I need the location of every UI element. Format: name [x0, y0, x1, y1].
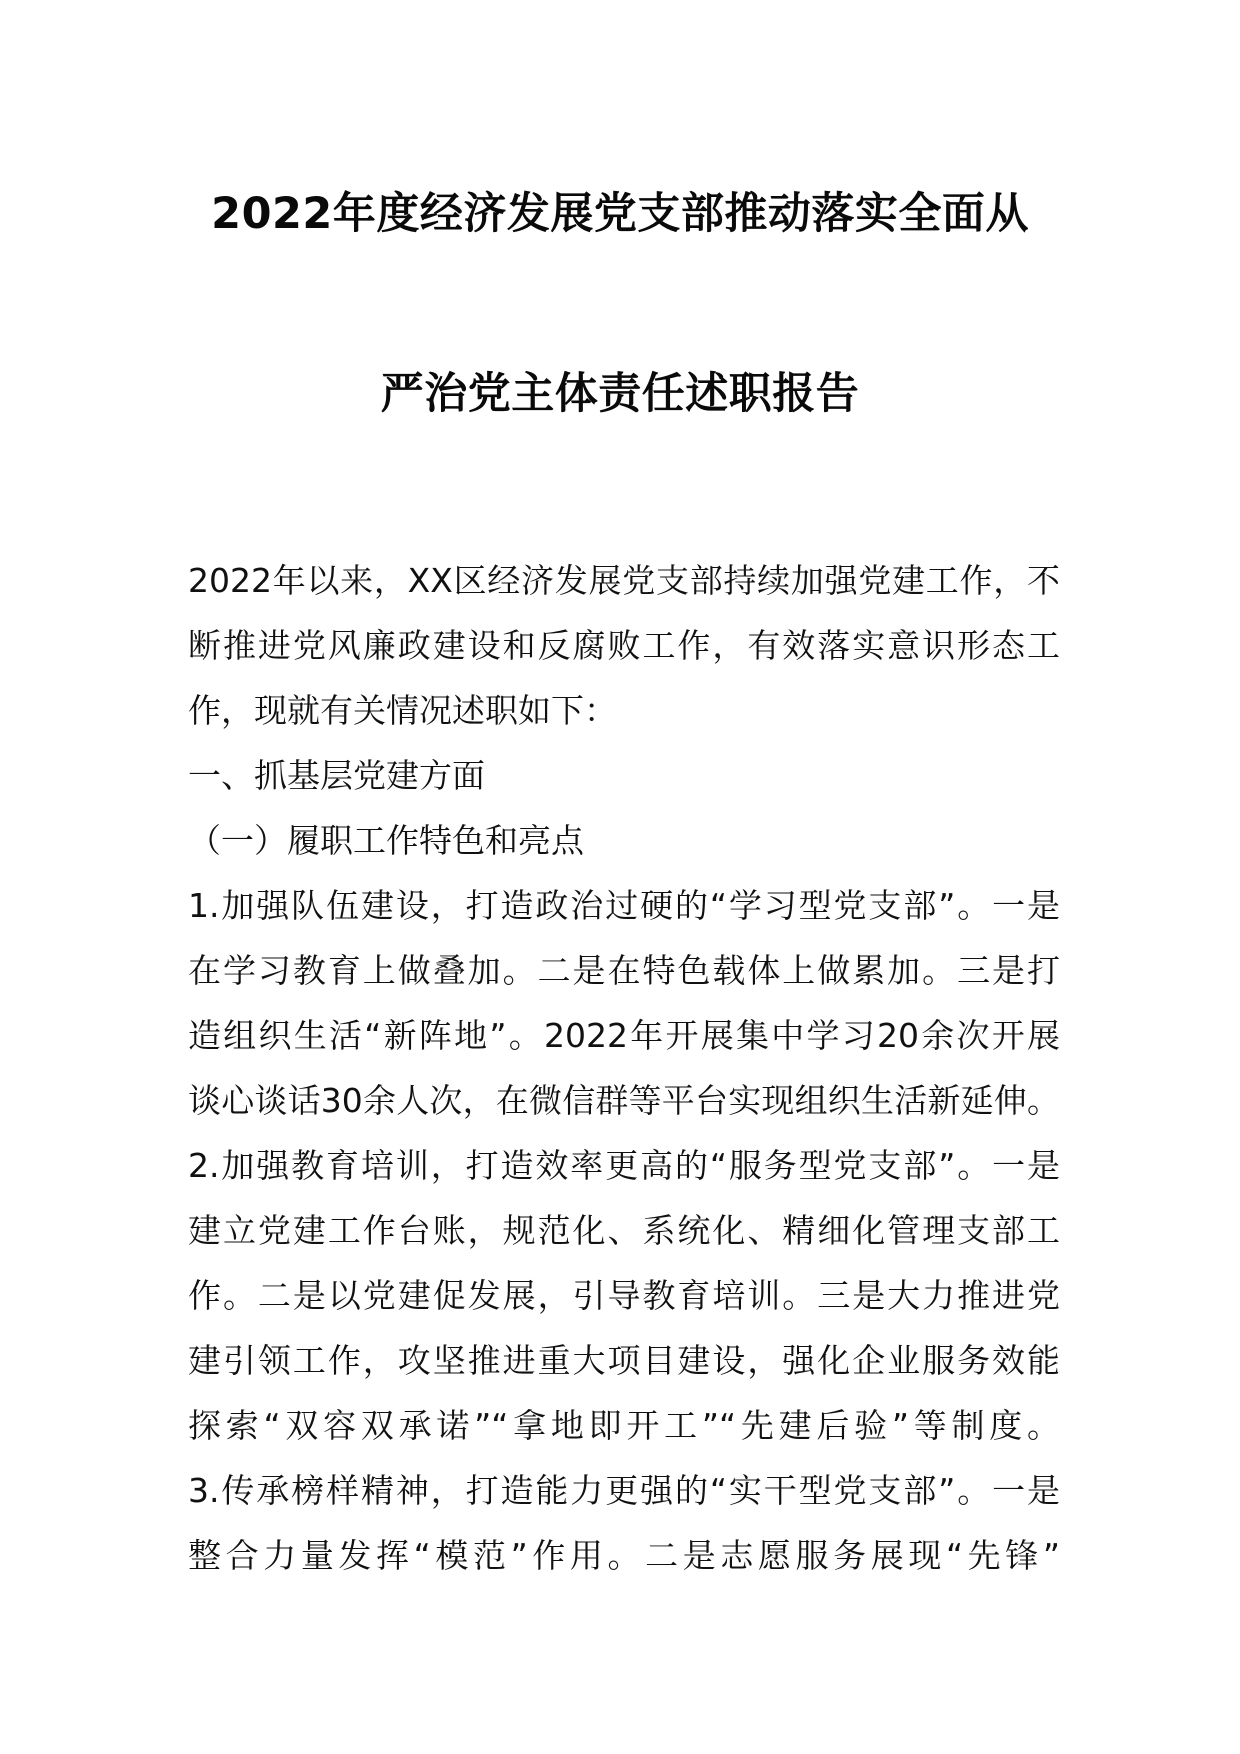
body-line: 断推进党风廉政建设和反腐败工作，有效落实意识形态工	[188, 626, 1060, 665]
body-line: 作。二是以党建促发展，引导教育培训。三是大力推进党	[188, 1276, 1060, 1315]
body-line: 整合力量发挥“模范”作用。二是志愿服务展现“先锋”	[188, 1536, 1060, 1575]
body-line: 谈心谈话30余人次，在微信群等平台实现组织生活新延伸。	[188, 1081, 1060, 1120]
document-title-line-1: 2022年度经济发展党支部推动落实全面从	[211, 189, 1029, 239]
body-line: 建立党建工作台账，规范化、系统化、精细化管理支部工	[188, 1211, 1060, 1250]
body-line: 在学习教育上做叠加。二是在特色载体上做累加。三是打	[188, 951, 1060, 990]
document-title-line-2: 严治党主体责任述职报告	[380, 369, 860, 419]
body-line: 1.加强队伍建设，打造政治过硬的“学习型党支部”。一是	[188, 886, 1060, 925]
body-line: 3.传承榜样精神，打造能力更强的“实干型党支部”。一是	[188, 1471, 1060, 1510]
body-line: 建引领工作，攻坚推进重大项目建设，强化企业服务效能	[188, 1341, 1060, 1380]
body-line: 作，现就有关情况述职如下：	[188, 691, 617, 730]
body-line: 造组织生活“新阵地”。2022年开展集中学习20余次开展	[188, 1016, 1060, 1055]
body-line: 2022年以来，XX区经济发展党支部持续加强党建工作，不	[188, 561, 1060, 600]
body-line: 探索“双容双承诺”“拿地即开工”“先建后验”等制度。	[188, 1406, 1060, 1445]
document-body	[188, 548, 1060, 1588]
section-heading: 一、抓基层党建方面	[188, 756, 485, 795]
subsection-heading: （一）履职工作特色和亮点	[188, 821, 584, 860]
body-line: 2.加强教育培训，打造效率更高的“服务型党支部”。一是	[188, 1146, 1060, 1185]
